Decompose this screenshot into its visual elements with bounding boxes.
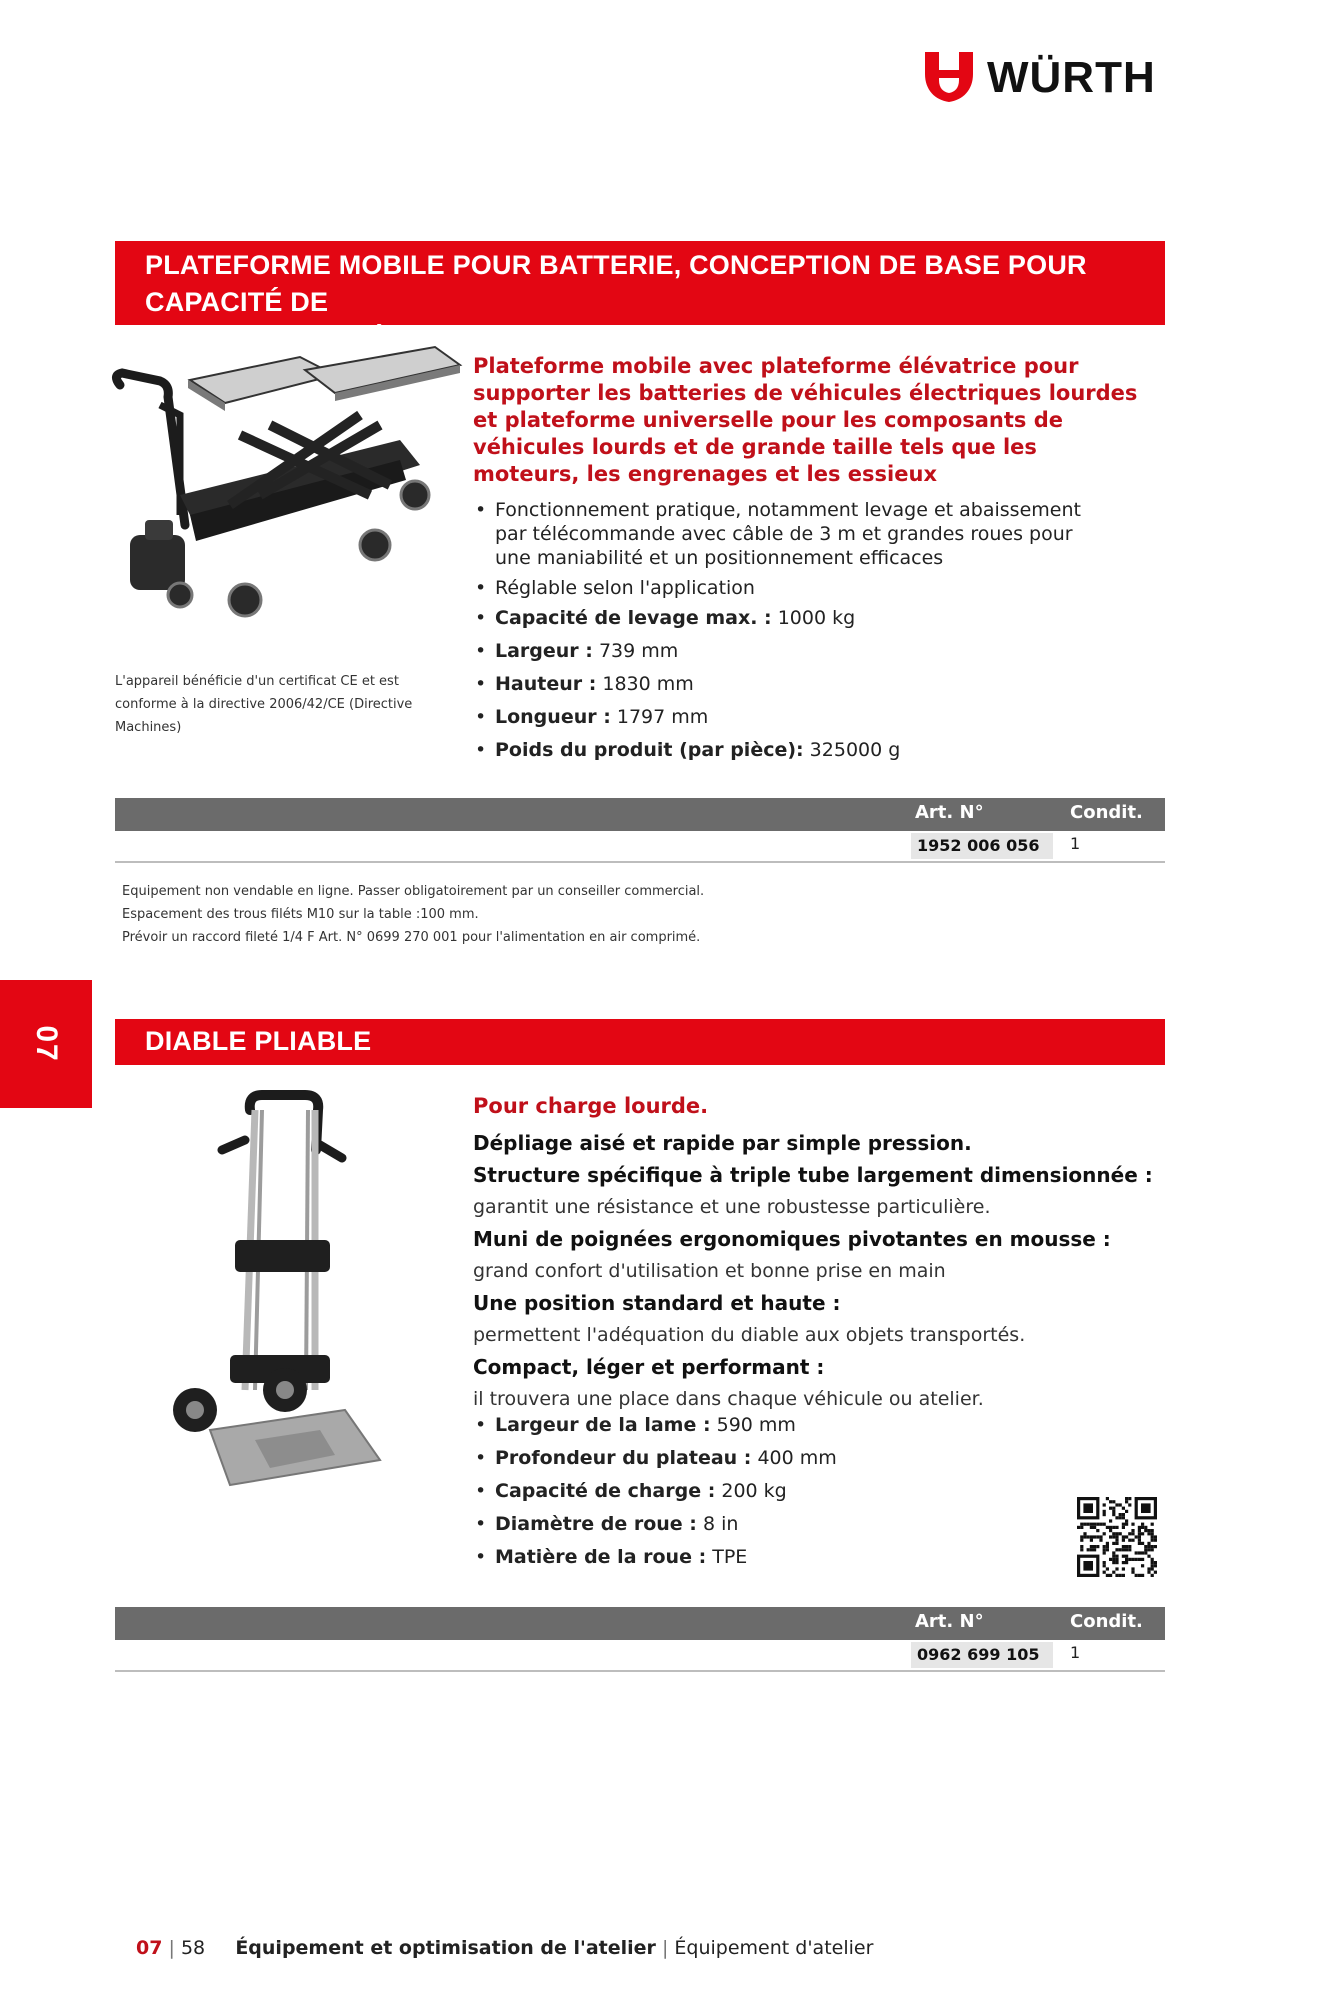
product2-features xyxy=(473,1127,1173,1415)
product1-spec xyxy=(473,606,1113,630)
feature-text: il trouvera une place dans chaque véhicule ou atelier. xyxy=(473,1388,984,1410)
product2-spec xyxy=(473,1479,1033,1512)
note-line: Equipement non vendable en ligne. Passer obligatoirement par un conseiller commercial. xyxy=(122,884,705,899)
footer-chapter-number: 07 xyxy=(136,1937,163,1959)
table-header-art: Art. N° xyxy=(915,1611,984,1632)
footer-separator: | xyxy=(162,1937,181,1959)
product1-table-header xyxy=(115,798,1165,831)
spec-value: 590 mm xyxy=(710,1414,796,1436)
spec-value: 400 mm xyxy=(751,1447,837,1469)
article-number[interactable]: 1952 006 056 xyxy=(911,833,1053,859)
spec-label: Largeur de la lame : xyxy=(495,1414,711,1436)
spec-value: 1830 mm xyxy=(596,673,694,695)
spec-label: Largeur : xyxy=(495,640,593,662)
product2-spec xyxy=(473,1446,1033,1479)
spec-value: 1000 kg xyxy=(771,607,856,629)
feature-text: grand confort d'utilisation et bonne prise en main xyxy=(473,1260,946,1282)
battery-lift-platform-image xyxy=(110,345,470,630)
spec-label: Diamètre de roue : xyxy=(495,1513,697,1535)
product1-spec xyxy=(473,672,1113,696)
product1-table-row xyxy=(115,831,1165,863)
packaging-quantity: 1 xyxy=(1070,1643,1081,1662)
feature-heading: Une position standard et haute : xyxy=(473,1291,841,1315)
spec-label: Capacité de charge : xyxy=(495,1480,716,1502)
product1-title-line1: PLATEFORME MOBILE POUR BATTERIE, CONCEPTION DE BASE POUR CAPACITÉ DE xyxy=(145,250,1087,317)
wurth-logo xyxy=(925,52,1165,106)
page-footer xyxy=(136,1937,873,1959)
spec-label: Matière de la roue : xyxy=(495,1546,707,1568)
product2-spec xyxy=(473,1512,1033,1545)
feature-heading: Structure spécifique à triple tube largement dimensionnée : xyxy=(473,1163,1153,1187)
spec-value: 8 in xyxy=(696,1513,739,1535)
feature-text: garantit une résistance et une robustesse particulière. xyxy=(473,1196,991,1218)
product2-spec xyxy=(473,1413,1033,1446)
spec-value: 739 mm xyxy=(592,640,679,662)
spec-label: Poids du produit (par pièce): xyxy=(495,739,804,761)
chapter-tab-label: 07 xyxy=(30,1025,63,1063)
product2-spec-list xyxy=(473,1413,1033,1578)
feature-heading: Dépliage aisé et rapide par simple pression. xyxy=(473,1131,972,1155)
spec-label: Hauteur : xyxy=(495,673,597,695)
product1-spec xyxy=(473,639,1113,663)
spec-value: TPE xyxy=(706,1546,748,1568)
table-header-cond: Condit. xyxy=(1070,802,1143,823)
product2-title: DIABLE PLIABLE xyxy=(145,1026,372,1056)
note-line: Espacement des trous filéts M10 sur la table :100 mm. xyxy=(122,907,479,922)
feature-heading: Compact, léger et performant : xyxy=(473,1355,825,1379)
product1-bullet: • Fonctionnement pratique, notamment levage et abaissement par télécommande avec câble de 3 m et grandes roues pour une maniabilité et un positionnement efficaces xyxy=(473,498,1113,570)
feature-text: permettent l'adéquation du diable aux objets transportés. xyxy=(473,1324,1026,1346)
product1-caption: L'appareil bénéficie d'un certificat CE et est conforme à la directive 2006/42/CE (Directive Machines) xyxy=(115,674,413,735)
qr-code[interactable] xyxy=(1077,1497,1157,1577)
product1-title-line2: CHARGE JUSQU'À 1 T xyxy=(145,324,439,354)
product2-spec xyxy=(473,1545,1033,1578)
footer-separator: | xyxy=(655,1937,675,1959)
product1-title-banner xyxy=(115,241,1165,354)
feature-heading: Muni de poignées ergonomiques pivotantes en mousse : xyxy=(473,1227,1111,1251)
spec-label: Capacité de levage max. : xyxy=(495,607,772,629)
note-line: Prévoir un raccord fileté 1/4 F Art. N° 0699 270 001 pour l'alimentation en air comprimé. xyxy=(122,930,701,945)
product2-table-row xyxy=(115,1640,1165,1672)
spec-label: Profondeur du plateau : xyxy=(495,1447,752,1469)
footer-chapter-title: Équipement et optimisation de l'atelier xyxy=(235,1937,656,1959)
table-header-cond: Condit. xyxy=(1070,1611,1143,1632)
packaging-quantity: 1 xyxy=(1070,834,1081,853)
product1-feature-list xyxy=(473,498,1113,771)
folding-hand-truck-image xyxy=(170,1090,390,1490)
chapter-tab xyxy=(0,980,92,1108)
table-header-art: Art. N° xyxy=(915,802,984,823)
product1-bullet: • Réglable selon l'application xyxy=(473,576,1113,600)
product1-notes xyxy=(122,880,822,949)
spec-value: 325000 g xyxy=(803,739,901,761)
article-number[interactable]: 0962 699 105 xyxy=(911,1642,1053,1668)
product1-spec xyxy=(473,738,1113,762)
spec-value: 1797 mm xyxy=(610,706,709,728)
product1-lead: Plateforme mobile avec plateforme élévatrice pour supporter les batteries de véhicules électriques lourdes et plateforme universelle pour les composants de véhicules lourds et de grande taille tels que les moteurs, les engrenages et les essieux xyxy=(473,354,1138,486)
spec-label: Longueur : xyxy=(495,706,611,728)
footer-section-title: Équipement d'atelier xyxy=(674,1937,874,1959)
wurth-logo-mark xyxy=(925,52,973,102)
product2-title-banner xyxy=(115,1019,1165,1065)
product1-spec xyxy=(473,705,1113,729)
footer-page-number: 58 xyxy=(180,1937,206,1959)
brand-name: WÜRTH xyxy=(987,53,1156,102)
product2-lead: Pour charge lourde. xyxy=(473,1094,709,1118)
spec-value: 200 kg xyxy=(715,1480,787,1502)
product2-table-header xyxy=(115,1607,1165,1640)
